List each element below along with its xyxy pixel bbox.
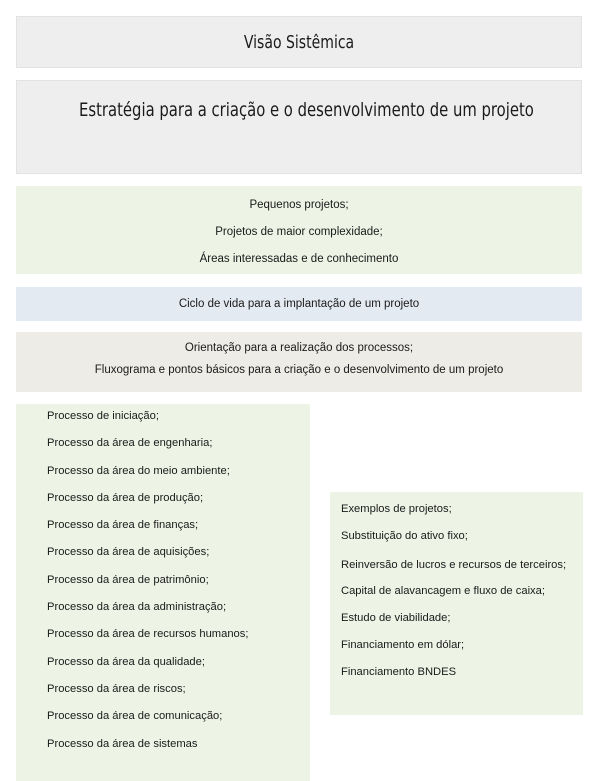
lifecycle-list [16, 287, 582, 321]
strategy-box [16, 80, 582, 174]
strategy-title: Estratégia para a criação e o desenvolvimento de um projeto [79, 99, 534, 121]
scope-box [16, 186, 582, 274]
examples-list [330, 492, 583, 680]
process-item: Processo da área de aquisições; [47, 546, 210, 559]
scope-item: Áreas interessadas e de conhecimento [199, 253, 399, 265]
scope-item: Pequenos projetos; [249, 199, 349, 211]
process-item: Processo da área de riscos; [47, 682, 186, 695]
orientation-item: Fluxograma e pontos básicos para a criação e o desenvolvimento de um projeto [94, 364, 504, 376]
example-item: Financiamento em dólar; [341, 639, 465, 651]
header-box [16, 16, 582, 68]
process-item: Processo da área de comunicação; [47, 710, 223, 723]
scope-item: Projetos de maior complexidade; [215, 226, 383, 238]
example-item: Reinversão de lucros e recursos de terceiros; [341, 559, 567, 571]
examples-box [330, 492, 583, 715]
example-item: Estudo de viabilidade; [341, 612, 451, 624]
orientation-list [16, 332, 582, 385]
orientation-item: Orientação para a realização dos processos; [184, 342, 414, 354]
process-item: Processo da área de patrimônio; [47, 573, 209, 586]
process-item: Processo da área da administração; [47, 601, 227, 614]
example-item: Financiamento BNDES [341, 666, 457, 678]
process-item: Processo da área do meio ambiente; [47, 464, 230, 477]
example-item: Exemplos de projetos; [341, 503, 452, 515]
process-item: Processo de iniciação; [47, 410, 159, 422]
example-item: Capital de alavancagem e fluxo de caixa; [341, 585, 545, 597]
processes-box [16, 404, 310, 781]
orientation-box [16, 332, 582, 392]
header-title: Visão Sistêmica [243, 32, 355, 53]
processes-list [16, 404, 310, 764]
process-item: Processo da área da qualidade; [47, 655, 205, 668]
process-item: Processo da área de sistemas [47, 737, 198, 750]
lifecycle-label: Ciclo de vida para a implantação de um projeto [178, 298, 420, 310]
example-item: Substituição do ativo fixo; [341, 530, 468, 542]
process-item: Processo da área de engenharia; [47, 437, 213, 450]
lifecycle-box [16, 287, 582, 321]
scope-list [16, 186, 582, 279]
process-item: Processo da área de recursos humanos; [47, 628, 249, 641]
process-item: Processo da área de finanças; [47, 519, 199, 532]
process-item: Processo da área de produção; [47, 491, 204, 504]
